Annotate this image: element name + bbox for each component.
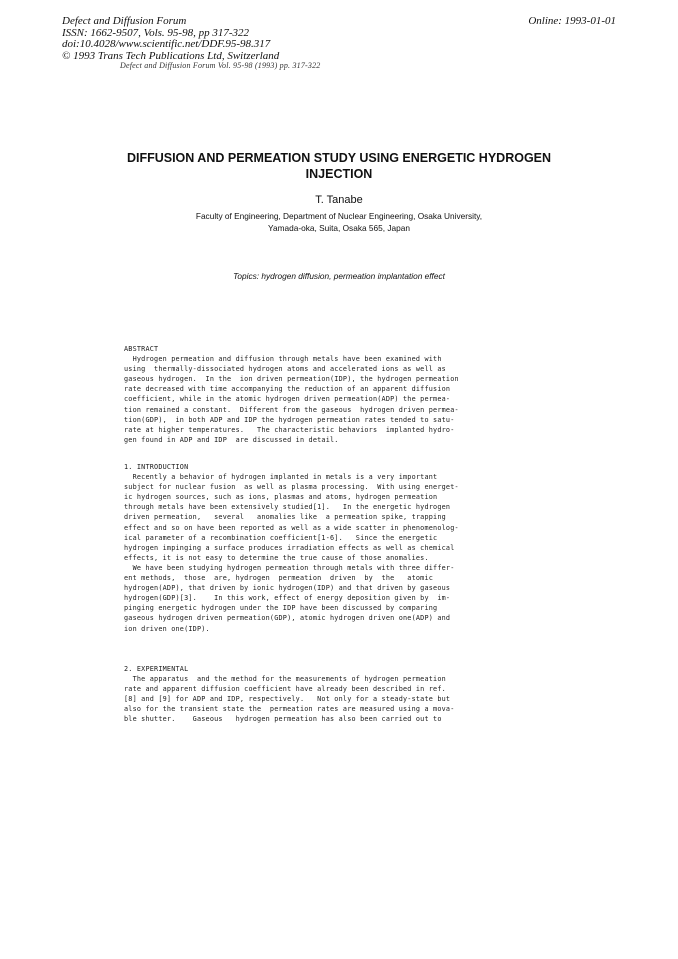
text-line: gaseous hydrogen. In the ion driven permeation(IDP), the hydrogen permeation xyxy=(124,375,459,384)
experimental-section xyxy=(124,664,544,725)
text-line: ic hydrogen sources, such as ions, plasmas and atoms, hydrogen permeation xyxy=(124,493,438,502)
section-heading: ABSTRACT xyxy=(124,345,159,353)
text-line: hydrogen impinging a surface produces irradiation effects as well as chemical xyxy=(124,543,455,552)
copyright-line: © 1993 Trans Tech Publications Ltd, Switzerland xyxy=(62,49,280,62)
issn-line: ISSN: 1662-9507, Vols. 95-98, pp 317-322 xyxy=(62,26,249,39)
title-line: INJECTION xyxy=(305,167,373,181)
author: T. Tanabe xyxy=(315,194,363,206)
section-body xyxy=(124,354,544,445)
text-line: pinging energetic hydrogen under the IDP have been discussed by comparing xyxy=(124,604,438,613)
online-date: Online: 1993-01-01 xyxy=(528,15,616,27)
text-line: effect and so on have been reported as well as a wide scatter in phenomenolog- xyxy=(124,523,459,532)
topics: Topics: hydrogen diffusion, permeation implantation effect xyxy=(233,271,445,281)
section-heading: 1. INTRODUCTION xyxy=(124,463,189,471)
text-line: subject for nuclear fusion as well as plasma processing. With using energet- xyxy=(124,483,459,492)
text-line: driven permeation, several anomalies like a permeation spike, trapping xyxy=(124,513,446,522)
affiliation-line: Faculty of Engineering, Department of Nuclear Engineering, Osaka University, xyxy=(195,211,483,221)
text-line: Hydrogen permeation and diffusion through metals have been examined with xyxy=(124,355,442,364)
affiliation-line: Yamada-oka, Suita, Osaka 565, Japan xyxy=(268,223,410,233)
text-line: hydrogen(ADP), that driven by ionic hydrogen(IDP) and that driven by gaseous xyxy=(124,584,451,593)
text-line: ble shutter. Gaseous hydrogen permeation has also been carried out to xyxy=(124,715,442,724)
text-line: through metals have been extensively studied[1]. In the energetic hydrogen xyxy=(124,503,451,512)
paper-title xyxy=(100,150,578,182)
text-line: rate and apparent diffusion coefficient have already been described in ref. xyxy=(124,685,446,694)
text-line: gen found in ADP and IDP are discussed in detail. xyxy=(124,435,339,444)
text-line: rate decreased with time accompanying the reduction of an apparent diffusion xyxy=(124,385,451,394)
text-line: ent methods, those are, hydrogen permeation driven by the atomic xyxy=(124,574,434,583)
doi-line: doi:10.4028/www.scientific.net/DDF.95-98.317 xyxy=(62,38,271,50)
text-line: ical parameter of a recombination coefficient[1-6]. Since the energetic xyxy=(124,533,438,542)
section-heading: 2. EXPERIMENTAL xyxy=(124,665,189,673)
text-line: ion driven one(IDP). xyxy=(124,624,210,633)
text-line: [8] and [9] for ADP and IDP, respectively. Not only for a steady-state but xyxy=(124,695,451,704)
text-line: We have been studying hydrogen permeation through metals with three differ- xyxy=(124,563,455,572)
text-line: also for the transient state the permeation rates are measured using a mova- xyxy=(124,705,455,714)
text-line: tion remained a constant. Different from the gaseous hydrogen driven permea- xyxy=(124,405,459,414)
introduction-section xyxy=(124,462,544,634)
text-line: hydrogen(GDP)[3]. In this work, effect of energy deposition given by im- xyxy=(124,594,451,603)
affiliation xyxy=(100,210,578,234)
title-line: DIFFUSION AND PERMEATION STUDY USING ENERGETIC HYDROGEN xyxy=(126,151,552,165)
abstract-section xyxy=(124,344,544,445)
text-line: effects, it is not easy to determine the true cause of those anomalies. xyxy=(124,553,429,562)
text-line: tion(GDP), in both ADP and IDP the hydrogen permeation rates tended to satu- xyxy=(124,415,455,424)
text-line: using thermally-dissociated hydrogen atoms and accelerated ions as well as xyxy=(124,365,446,374)
text-line: coefficient, while in the atomic hydrogen driven permeation(ADP) the permea- xyxy=(124,395,451,404)
journal-name: Defect and Diffusion Forum xyxy=(62,15,187,27)
section-body xyxy=(124,674,544,724)
scanned-running-header: Defect and Diffusion Forum Vol. 95-98 (1993) pp. 317-322 xyxy=(120,61,321,70)
section-body xyxy=(124,472,544,634)
journal-info xyxy=(62,16,279,62)
text-line: Recently a behavior of hydrogen implanted in metals is a very important xyxy=(124,473,438,482)
text-line: The apparatus and the method for the measurements of hydrogen permeation xyxy=(124,675,446,684)
text-line: gaseous hydrogen driven permeation(GDP), atomic hydrogen driven one(ADP) and xyxy=(124,614,451,623)
text-line: rate at higher temperatures. The characteristic behaviors implanted hydro- xyxy=(124,425,455,434)
